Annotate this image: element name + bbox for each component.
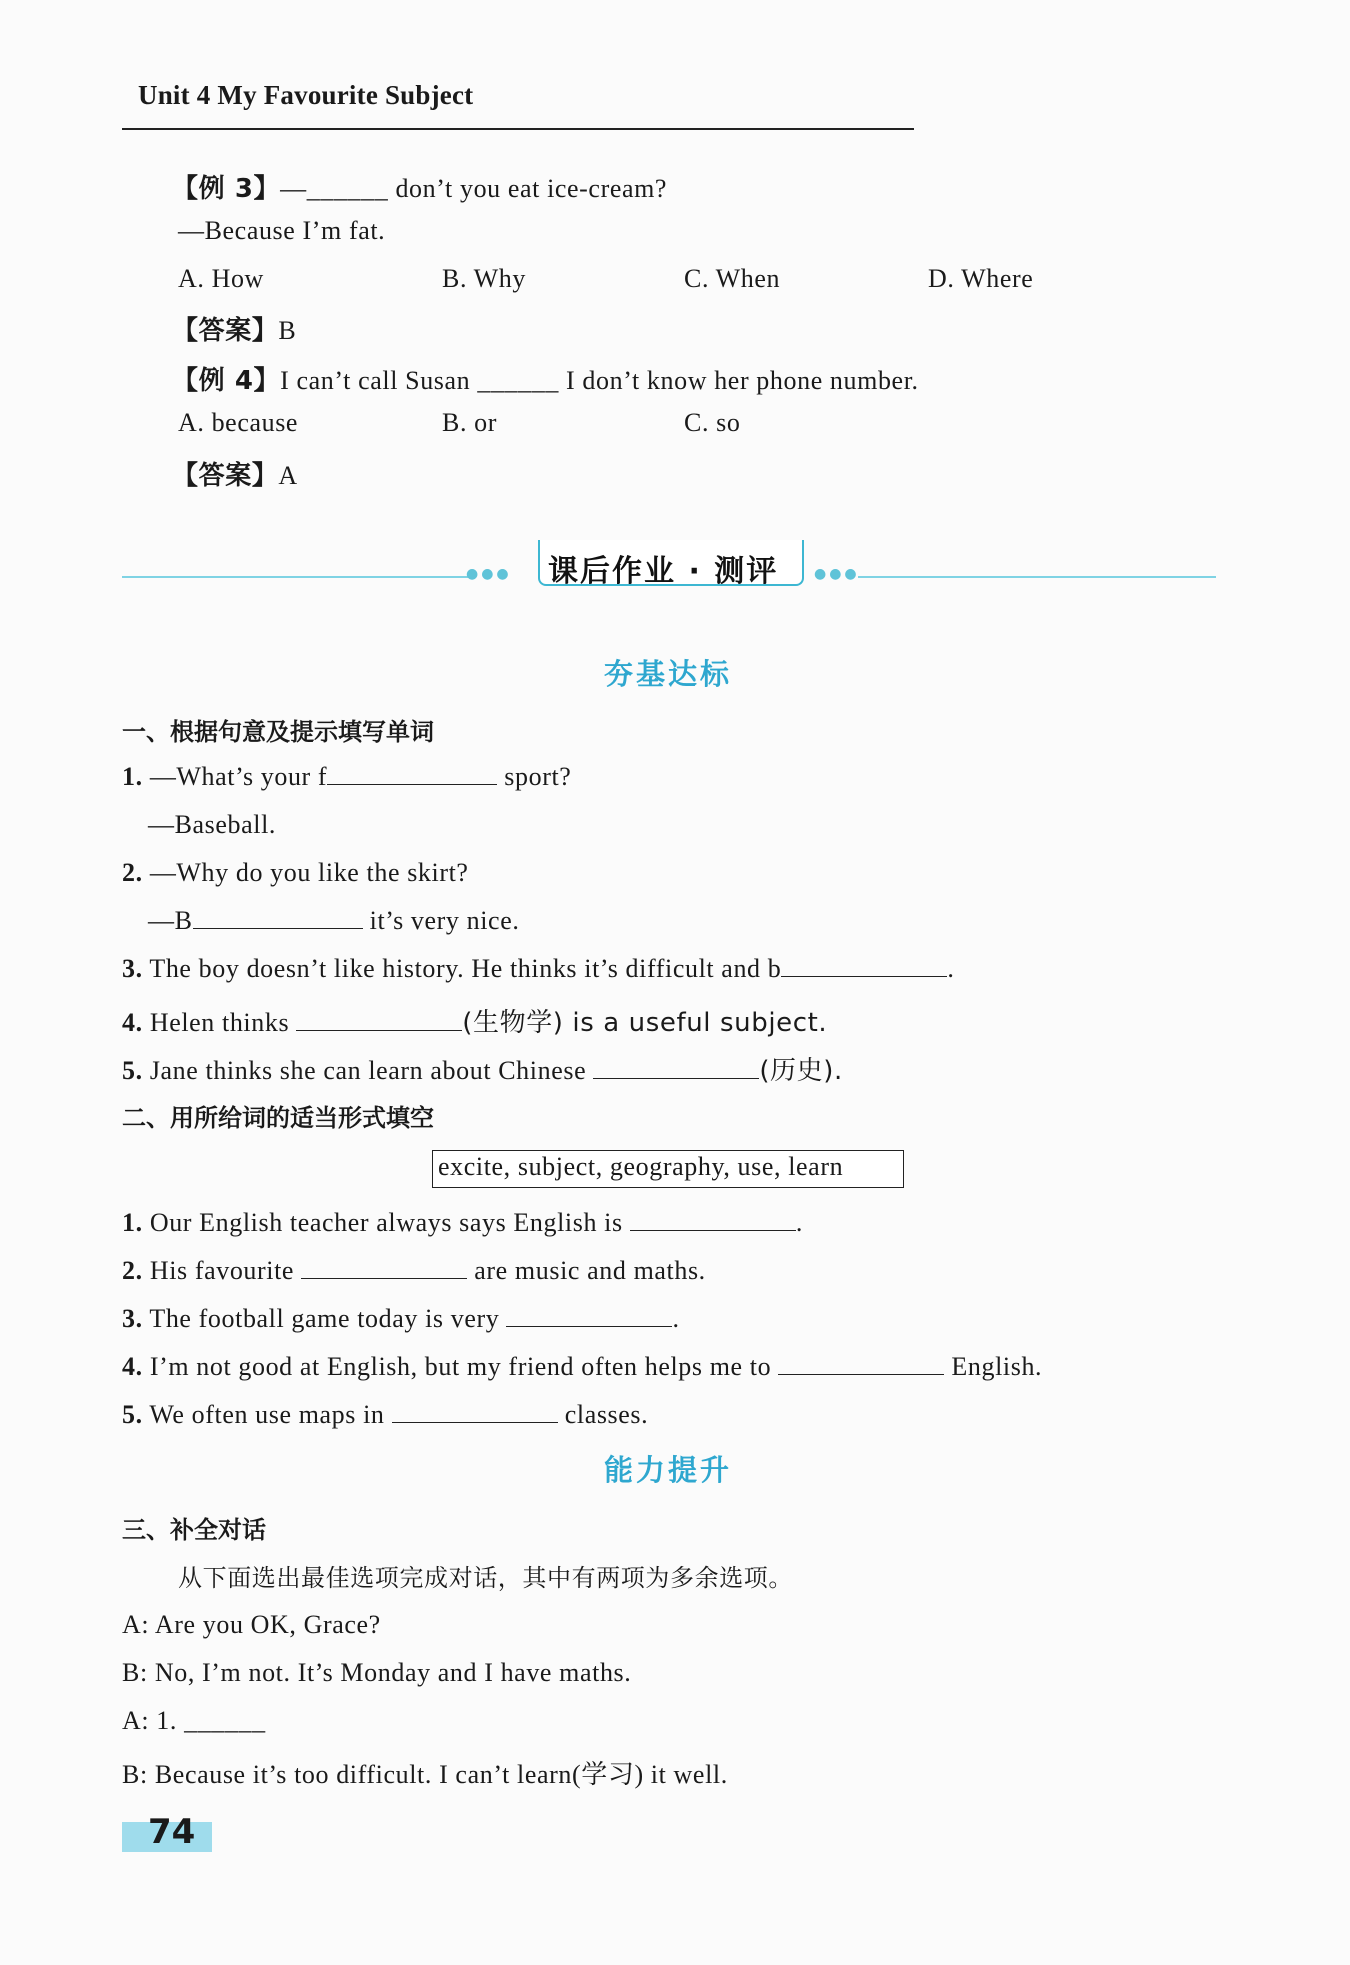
example-3-answer (172, 310, 296, 347)
header-rule (122, 128, 914, 130)
task-2-item-2: 2. His favourite are music and maths. (122, 1256, 706, 1285)
part-basic-heading: 夯基达标 (604, 657, 733, 691)
part-advanced-heading: 能力提升 (604, 1453, 733, 1487)
answer-value: A (278, 461, 298, 490)
example-3-text: —______ don’t you eat ice-cream? (280, 174, 668, 203)
example-4-answer (172, 455, 298, 492)
task-1-item-2-reply: —B it’s very nice. (148, 906, 520, 935)
task-1-item-1: 1. —What’s your f sport? (122, 762, 572, 791)
example-4-question (172, 360, 919, 397)
page-number: 74 (148, 1812, 196, 1852)
banner-rule-left (122, 576, 474, 578)
task-2-item-1: 1. Our English teacher always says English is . (122, 1208, 803, 1237)
word-box-text: excite, subject, geography, use, learn (438, 1152, 844, 1181)
example-3-question (172, 168, 667, 205)
task-2-item-3: 3. The football game today is very . (122, 1304, 680, 1333)
banner-rule-right (858, 576, 1216, 578)
answer-blank[interactable] (193, 906, 363, 929)
task-2-item-4: 4. I’m not good at English, but my friend often helps me to English. (122, 1352, 1043, 1381)
answer-blank[interactable] (778, 1352, 944, 1375)
section-banner-title: 课后作业 · 测评 (548, 554, 779, 589)
unit-title: Unit 4 My Favourite Subject (138, 80, 474, 110)
task-2-item-5: 5. We often use maps in classes. (122, 1400, 649, 1429)
answer-tag: 【答案】 (172, 461, 279, 491)
example-3-reply: —Because I’m fat. (178, 216, 386, 245)
example-4-tag: 【例 4】 (172, 366, 281, 396)
task-1-item-5: 5. Jane thinks she can learn about Chinese (历史). (122, 1056, 843, 1086)
example-3-option-b: B. Why (442, 264, 527, 293)
example-3-option-d: D. Where (928, 264, 1034, 293)
task-1-title: 一、根据句意及提示填写单词 (122, 718, 434, 746)
example-3-option-a: A. How (178, 264, 264, 293)
example-4-option-c: C. so (684, 408, 741, 437)
task-2-title: 二、用所给词的适当形式填空 (122, 1104, 434, 1132)
dialogue-line-4: B: Because it’s too difficult. I can’t learn(学习) it well. (122, 1760, 728, 1789)
task-1-item-4: 4. Helen thinks (生物学) is a useful subject. (122, 1008, 828, 1038)
answer-blank[interactable] (781, 954, 947, 977)
answer-blank[interactable] (327, 762, 497, 785)
task-3-title: 三、补全对话 (122, 1516, 266, 1544)
example-3-tag: 【例 3】 (172, 174, 281, 204)
dialogue-line-2: B: No, I’m not. It’s Monday and I have maths. (122, 1658, 632, 1687)
answer-blank[interactable] (630, 1208, 796, 1231)
task-1-item-2: 2. —Why do you like the skirt? (122, 858, 469, 887)
task-1-item-3: 3. The boy doesn’t like history. He thinks it’s difficult and b . (122, 954, 955, 983)
banner-dots-right: ●●● (814, 566, 860, 582)
task-1-item-1-reply: —Baseball. (148, 810, 277, 839)
answer-blank[interactable] (301, 1256, 467, 1279)
dialogue-line-1: A: Are you OK, Grace? (122, 1610, 381, 1639)
answer-value: B (278, 316, 297, 345)
answer-blank[interactable] (593, 1056, 759, 1079)
example-4-option-a: A. because (178, 408, 299, 437)
answer-blank[interactable] (296, 1008, 462, 1031)
dialogue-line-3: A: 1. ______ (122, 1706, 266, 1735)
example-3-option-c: C. When (684, 264, 781, 293)
task-3-instruction: 从下面选出最佳选项完成对话，其中有两项为多余选项。 (178, 1564, 793, 1592)
answer-blank[interactable] (392, 1400, 558, 1423)
example-4-option-b: B. or (442, 408, 497, 437)
answer-tag: 【答案】 (172, 316, 279, 346)
banner-dots-left: ●●● (466, 566, 512, 582)
answer-blank[interactable] (506, 1304, 672, 1327)
example-4-text: I can’t call Susan ______ I don’t know her phone number. (280, 366, 919, 395)
